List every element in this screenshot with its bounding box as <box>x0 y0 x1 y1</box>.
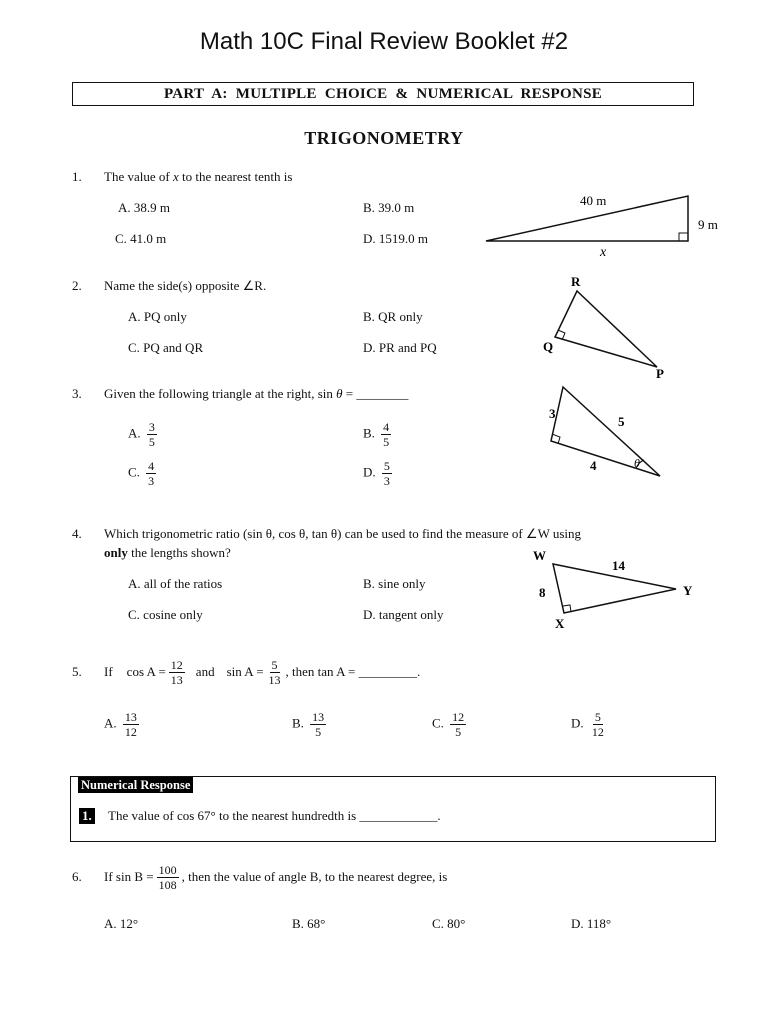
q5-if: If <box>104 664 113 679</box>
q1-triangle-figure <box>480 188 730 260</box>
q1-option-d[interactable]: D. 1519.0 m <box>363 231 428 246</box>
q2-option-b[interactable]: B. QR only <box>363 309 423 324</box>
q5-b-num: 13 <box>312 710 325 724</box>
q6-stem <box>104 860 447 894</box>
q4-stem-line2-text: the lengths shown? <box>127 545 231 560</box>
q4-option-c[interactable]: C. cosine only <box>128 607 203 622</box>
q6-if: If sin B = <box>104 869 154 884</box>
q5-b-den: 5 <box>315 725 322 739</box>
q6-option-a[interactable]: A. 12° <box>104 916 139 931</box>
q3-b-den: 5 <box>383 435 390 449</box>
q6-fraction <box>157 863 179 892</box>
q5-option-a-label: A. <box>104 715 117 731</box>
q3-option-c[interactable] <box>128 459 159 488</box>
q5-option-b[interactable] <box>292 710 329 739</box>
part-heading: PART A: MULTIPLE CHOICE & NUMERICAL RESPONSE <box>72 82 694 106</box>
q2-option-a[interactable]: A. PQ only <box>128 309 187 324</box>
q6-option-d[interactable]: D. 118° <box>571 916 612 931</box>
q3-side-3: 3 <box>549 406 556 421</box>
q2-number: 2. <box>72 278 82 293</box>
q4-vertex-y: Y <box>683 583 693 598</box>
q4-vertex-x: X <box>555 616 565 631</box>
q3-c-num: 4 <box>148 459 155 473</box>
q3-side-4: 4 <box>590 458 597 473</box>
q1-stem-a: The value of <box>104 169 173 184</box>
q4-vertex-w: W <box>533 548 546 563</box>
q1-option-b[interactable]: B. 39.0 m <box>363 200 415 215</box>
q5-cos-den: 13 <box>170 672 183 687</box>
q5-stem <box>104 655 420 689</box>
q4-number: 4. <box>72 526 82 541</box>
q3-b-num: 4 <box>383 420 390 434</box>
q5-and: and <box>195 664 215 679</box>
q5-c-den: 5 <box>455 725 462 739</box>
q5-cos-num: 12 <box>170 657 183 672</box>
q5-cos-fraction <box>169 658 185 687</box>
q3-d-num: 5 <box>383 459 390 473</box>
q4-only: only <box>104 545 128 560</box>
q2-option-d[interactable]: D. PR and PQ <box>363 340 437 355</box>
q3-angle-theta: θ <box>634 456 640 470</box>
q3-a-num: 3 <box>148 420 155 434</box>
q3-option-a[interactable] <box>128 420 160 449</box>
q3-triangle-figure <box>540 382 670 482</box>
q3-option-b[interactable] <box>363 420 394 449</box>
q1-right-angle-mark <box>679 233 688 241</box>
q5-number: 5. <box>72 664 82 679</box>
q5-option-d-label: D. <box>571 715 584 731</box>
q3-option-d[interactable] <box>363 459 395 488</box>
q1-number: 1. <box>72 169 82 184</box>
q4-option-b[interactable]: B. sine only <box>363 576 426 591</box>
q2-vertex-r: R <box>571 274 581 289</box>
q5-then: , then tan A = _________. <box>285 664 421 679</box>
q1-base-label: x <box>600 245 607 260</box>
q5-option-c-fraction <box>450 710 466 739</box>
q1-var: x <box>172 169 179 184</box>
q6-num: 100 <box>158 862 177 877</box>
q3-side-5: 5 <box>618 414 625 429</box>
q6-option-b[interactable]: B. 68° <box>292 916 326 931</box>
q3-stem-b: = ________ <box>342 386 409 401</box>
q3-number: 3. <box>72 386 82 401</box>
q5-sin-num: 5 <box>271 657 278 672</box>
q2-triangle-figure <box>538 272 678 382</box>
q5-option-a[interactable] <box>104 710 142 739</box>
q3-option-b-label: B. <box>363 425 375 441</box>
q4-triangle-figure <box>528 545 708 635</box>
q4-side-14: 14 <box>612 558 625 573</box>
numerical-response-question[interactable]: The value of cos 67° to the nearest hundredth is ____________. <box>108 808 441 823</box>
q5-option-c-label: C. <box>432 715 444 731</box>
q1-side-label: 9 m <box>698 217 718 232</box>
q2-stem: Name the side(s) opposite ∠R. <box>104 278 267 293</box>
q3-option-c-fraction <box>146 459 156 488</box>
q4-option-a[interactable]: A. all of the ratios <box>128 576 223 591</box>
q5-option-a-fraction <box>123 710 139 739</box>
q5-d-num: 5 <box>594 710 601 724</box>
q1-option-c[interactable]: C. 41.0 m <box>115 231 167 246</box>
q5-a-den: 12 <box>124 725 137 739</box>
q2-option-c[interactable]: C. PQ and QR <box>128 340 204 355</box>
q5-option-d[interactable] <box>571 710 609 739</box>
q3-stem <box>104 386 408 402</box>
q5-option-c[interactable] <box>432 710 469 739</box>
q5-option-b-label: B. <box>292 715 304 731</box>
q5-option-d-fraction <box>590 710 606 739</box>
q3-option-d-fraction <box>382 459 392 488</box>
q5-a-num: 13 <box>124 710 137 724</box>
q6-option-c[interactable]: C. 80° <box>432 916 466 931</box>
q5-sin-fraction <box>267 658 283 687</box>
page-title: Math 10C Final Review Booklet #2 <box>199 28 569 55</box>
q3-stem-a: Given the following triangle at the right, sin <box>104 386 337 401</box>
q5-sin-label: sin A = <box>226 664 264 679</box>
q3-option-b-fraction <box>381 420 391 449</box>
q3-theta: θ <box>336 386 343 401</box>
q4-side-8: 8 <box>539 585 546 600</box>
q4-stem-line2 <box>104 545 231 561</box>
q4-option-d[interactable]: D. tangent only <box>363 607 444 622</box>
q3-a-den: 5 <box>148 435 155 449</box>
q4-stem-line1: Which trigonometric ratio (sin θ, cos θ, tan θ) can be used to find the measure of ∠W using <box>104 526 582 541</box>
q3-option-a-fraction <box>147 420 157 449</box>
q6-stem-text: , then the value of angle B, to the nearest degree, is <box>181 869 448 884</box>
q6-den: 108 <box>158 877 177 892</box>
q5-sin-den: 13 <box>268 672 281 687</box>
q1-stem <box>104 169 292 185</box>
q1-hyp-label: 40 m <box>580 193 607 208</box>
q5-cos-label: cos A = <box>126 664 166 679</box>
q2-vertex-p: P <box>656 366 664 381</box>
q1-stem-b: to the nearest tenth is <box>178 169 293 184</box>
q3-c-den: 3 <box>148 474 155 488</box>
q2-vertex-q: Q <box>543 339 554 354</box>
q3-d-den: 3 <box>383 474 390 488</box>
numerical-response-number: 1. <box>79 808 95 824</box>
q1-option-a[interactable]: A. 38.9 m <box>118 200 170 215</box>
q5-c-num: 12 <box>452 710 465 724</box>
q3-option-c-label: C. <box>128 464 140 480</box>
q3-option-d-label: D. <box>363 464 376 480</box>
q2-triangle <box>555 291 657 367</box>
q3-triangle <box>551 387 660 476</box>
numerical-response-heading: Numerical Response <box>78 777 193 793</box>
q3-option-a-label: A. <box>128 425 141 441</box>
q5-option-b-fraction <box>310 710 326 739</box>
q5-d-den: 12 <box>591 725 604 739</box>
section-title: TRIGONOMETRY <box>304 128 464 148</box>
q6-number: 6. <box>72 869 82 884</box>
